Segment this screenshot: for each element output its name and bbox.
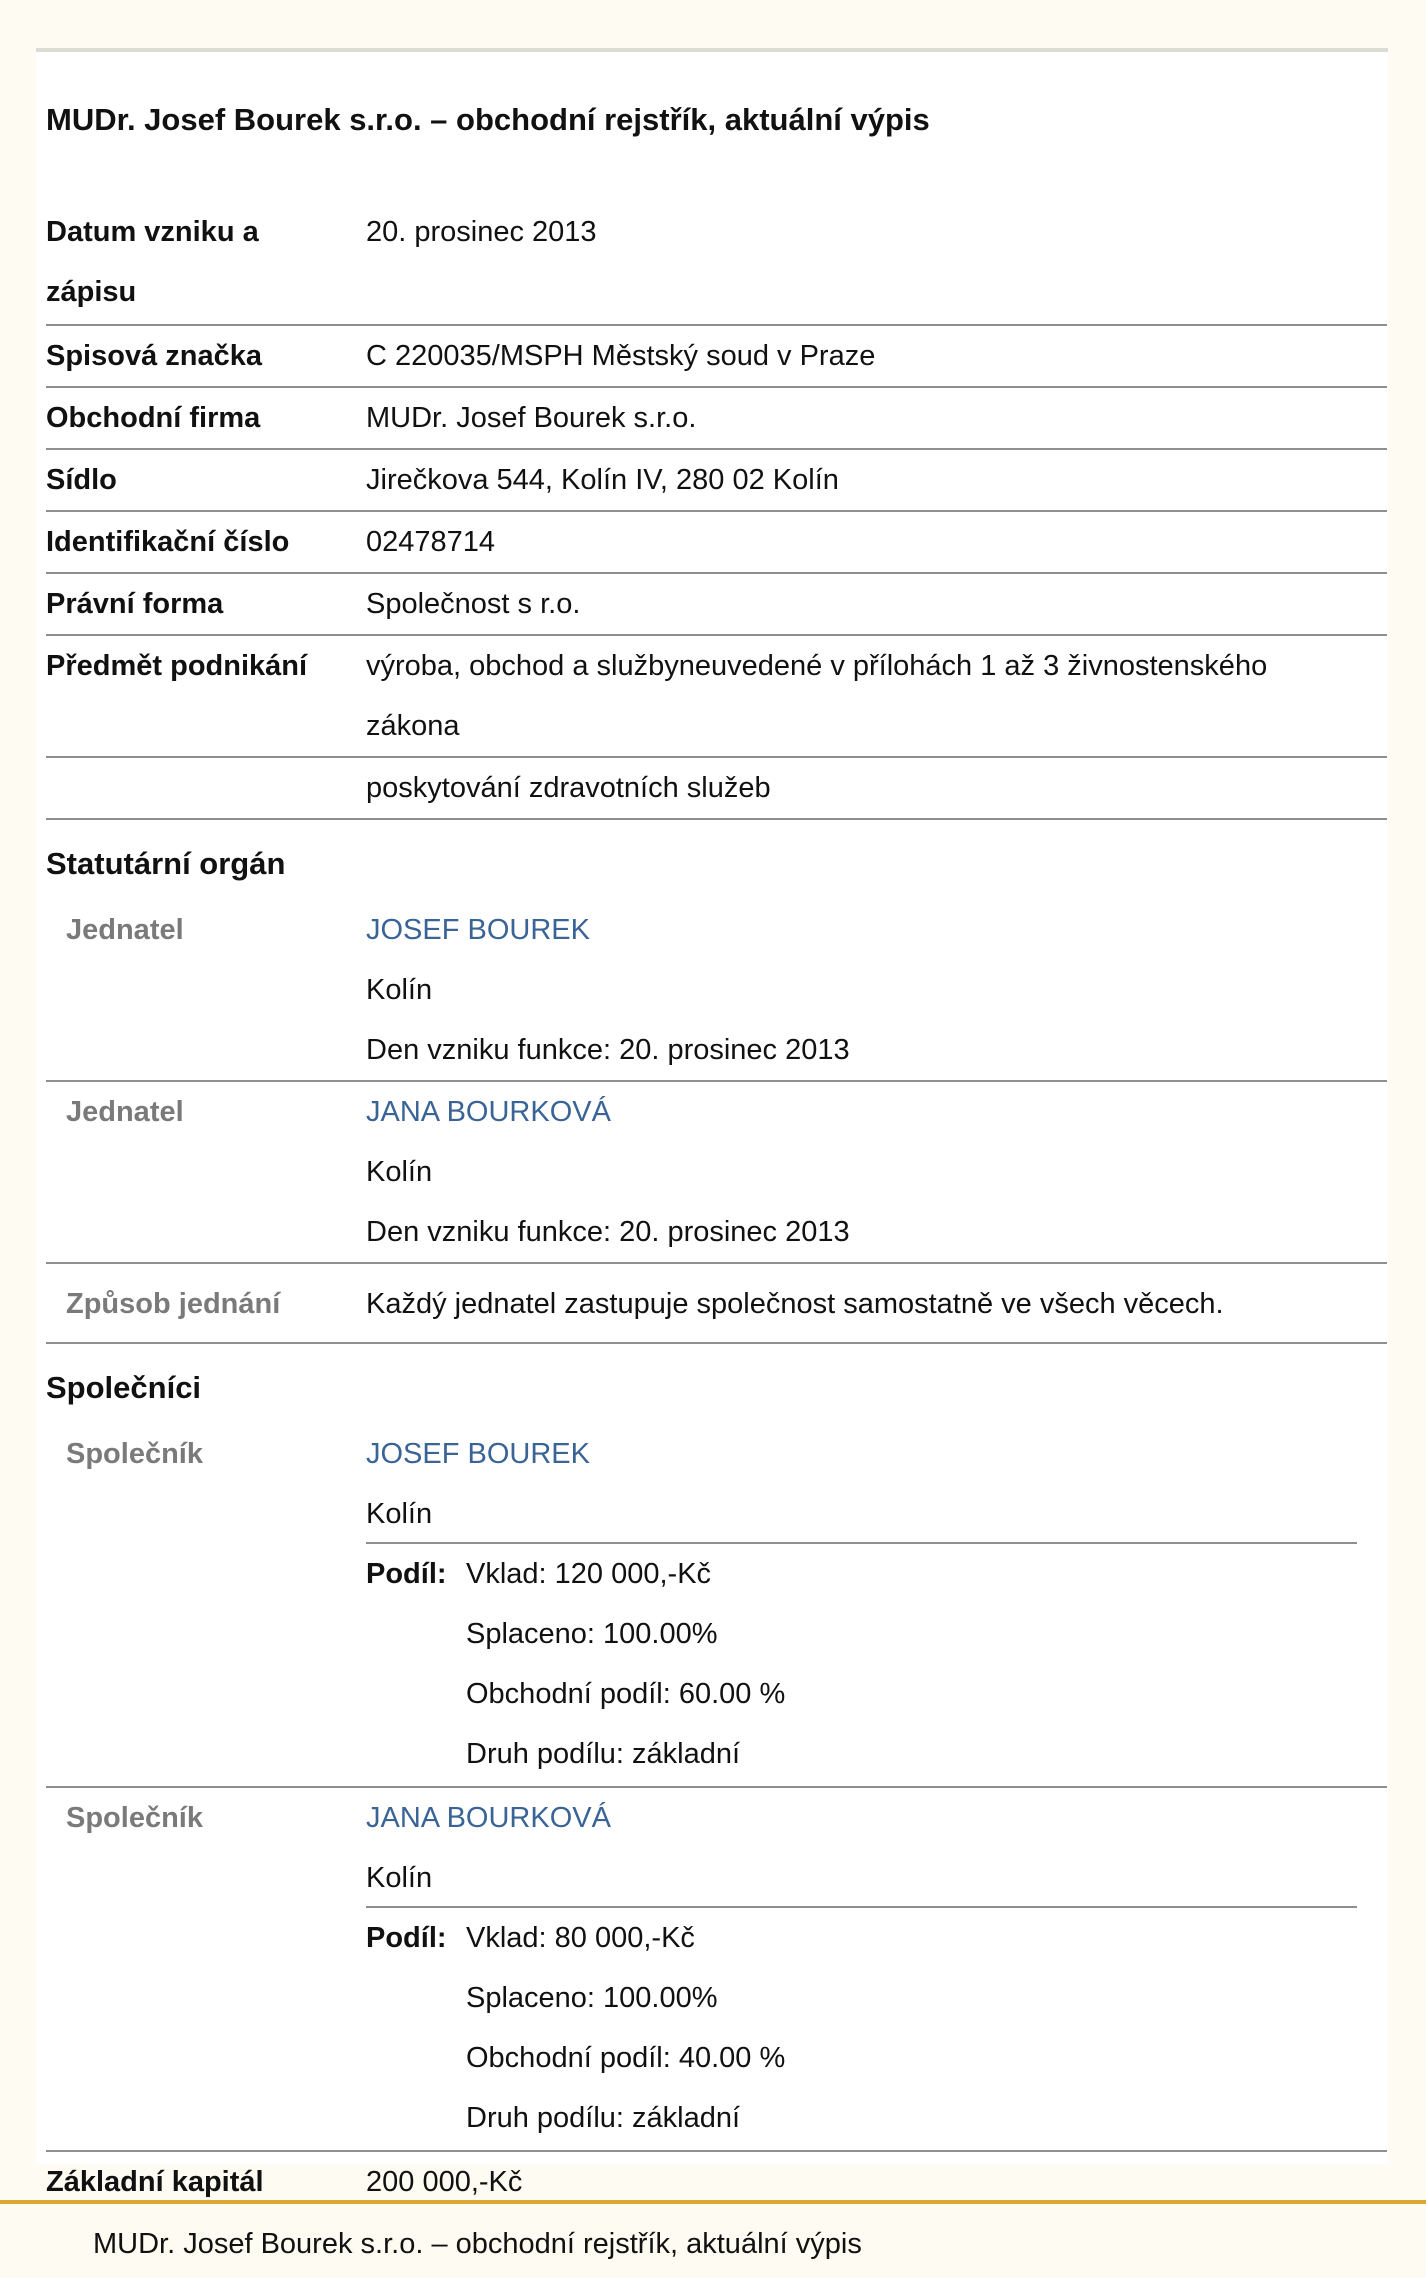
section-spolecnici: Společníci xyxy=(46,1370,202,1405)
value-obchodni-firma: MUDr. Josef Bourek s.r.o. xyxy=(366,402,697,434)
value-pravni-forma: Společnost s r.o. xyxy=(366,588,581,620)
function-since: Den vzniku funkce: 20. prosinec 2013 xyxy=(366,1034,850,1066)
value-zpusob-jednani: Každý jednatel zastupuje společnost samostatně ve všech věcech. xyxy=(366,1288,1224,1320)
label-identifikacni-cislo: Identifikační číslo xyxy=(46,526,290,558)
spolecnik-2 xyxy=(46,1788,1387,2152)
person-city: Kolín xyxy=(366,1156,433,1188)
label-sidlo: Sídlo xyxy=(46,464,117,496)
podil-label: Podíl: xyxy=(366,1558,447,1590)
section-statutarni-organ: Statutární orgán xyxy=(46,846,286,881)
footer xyxy=(0,2200,1426,2278)
row-datum-vzniku xyxy=(46,202,1387,326)
row-pravni-forma xyxy=(46,574,1387,636)
vklad-value: Vklad: 120 000,-Kč xyxy=(466,1558,712,1590)
vklad-value: Vklad: 80 000,-Kč xyxy=(466,1922,695,1954)
function-since: Den vzniku funkce: 20. prosinec 2013 xyxy=(366,1216,850,1248)
label-predmet-podnikani: Předmět podnikání xyxy=(46,650,308,682)
splaceno-value: Splaceno: 100.00% xyxy=(466,1618,718,1650)
value-zakladni-kapital: 200 000,-Kč xyxy=(366,2166,523,2198)
label-zpusob-jednani: Způsob jednání xyxy=(66,1288,281,1320)
druh-podilu-value: Druh podílu: základní xyxy=(466,2102,741,2134)
podil-label: Podíl: xyxy=(366,1922,447,1954)
person-name: JOSEF BOUREK xyxy=(366,1438,590,1470)
row-obchodni-firma xyxy=(46,388,1387,450)
row-predmet-podnikani-2 xyxy=(46,758,1387,820)
splaceno-value: Splaceno: 100.00% xyxy=(466,1982,718,2014)
label-datum-vzniku: Datum vzniku a zápisu xyxy=(46,216,259,308)
statutarni-member-2 xyxy=(46,1082,1387,1264)
obchodni-podil-value: Obchodní podíl: 40.00 % xyxy=(466,2042,786,2074)
page-title: MUDr. Josef Bourek s.r.o. – obchodní rejstřík, aktuální výpis xyxy=(46,102,930,137)
person-city: Kolín xyxy=(366,1498,433,1530)
person-city: Kolín xyxy=(366,1862,433,1894)
role-label: Jednatel xyxy=(66,914,184,946)
person-name: JOSEF BOUREK xyxy=(366,914,590,946)
label-zakladni-kapital: Základní kapitál xyxy=(46,2166,264,2198)
role-label: Společník xyxy=(66,1438,203,1470)
person-city: Kolín xyxy=(366,974,433,1006)
obchodni-podil-value: Obchodní podíl: 60.00 % xyxy=(466,1678,786,1710)
value-identifikacni-cislo: 02478714 xyxy=(366,526,496,558)
row-zpusob-jednani xyxy=(46,1264,1387,1344)
statutarni-member-1 xyxy=(46,900,1387,1082)
person-name: JANA BOURKOVÁ xyxy=(366,1096,611,1128)
value-sidlo: Jirečkova 544, Kolín IV, 280 02 Kolín xyxy=(366,464,839,496)
row-sidlo xyxy=(46,450,1387,512)
value-spisova-znacka: C 220035/MSPH Městský soud v Praze xyxy=(366,340,876,372)
footer-text: MUDr. Josef Bourek s.r.o. – obchodní rejstřík, aktuální výpis xyxy=(93,2228,862,2260)
row-spisova-znacka xyxy=(46,326,1387,388)
role-label: Jednatel xyxy=(66,1096,184,1128)
label-pravni-forma: Právní forma xyxy=(46,588,224,620)
document-sheet xyxy=(36,48,1388,2198)
spolecnik-1 xyxy=(46,1424,1387,1788)
value-predmet-podnikani-2: poskytování zdravotních služeb xyxy=(366,772,771,804)
druh-podilu-value: Druh podílu: základní xyxy=(466,1738,741,1770)
value-datum-vzniku: 20. prosinec 2013 xyxy=(366,216,597,248)
person-name: JANA BOURKOVÁ xyxy=(366,1802,611,1834)
row-predmet-podnikani xyxy=(46,636,1387,758)
value-predmet-podnikani-1: výroba, obchod a službyneuvedené v přílohách 1 až 3 živnostenského zákona xyxy=(366,650,1268,742)
label-spisova-znacka: Spisová značka xyxy=(46,340,262,372)
label-obchodni-firma: Obchodní firma xyxy=(46,402,261,434)
role-label: Společník xyxy=(66,1802,203,1834)
row-identifikacni-cislo xyxy=(46,512,1387,574)
